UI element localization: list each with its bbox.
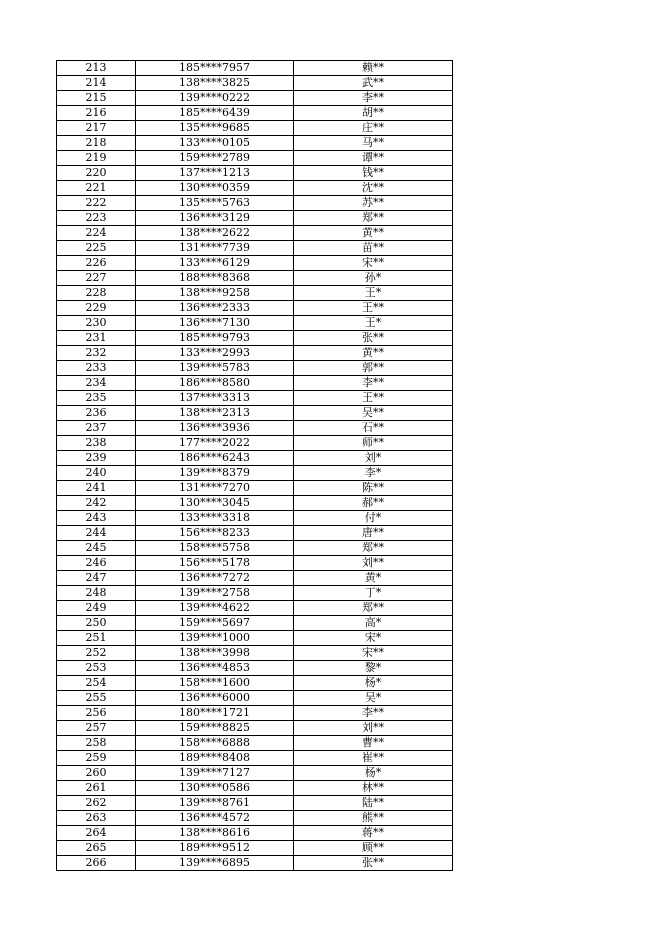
name-cell: 陆** <box>294 796 453 811</box>
row-number-cell: 218 <box>57 136 136 151</box>
table-row <box>57 706 453 721</box>
row-number-cell: 249 <box>57 601 136 616</box>
table-row <box>57 796 453 811</box>
phone-cell: 130****3045 <box>136 496 294 511</box>
table-row <box>57 781 453 796</box>
phone-cell: 139****5783 <box>136 361 294 376</box>
table-row <box>57 211 453 226</box>
name-cell: 谭** <box>294 151 453 166</box>
name-cell: 唐** <box>294 526 453 541</box>
phone-cell: 131****7739 <box>136 241 294 256</box>
table-row <box>57 331 453 346</box>
phone-cell: 138****2313 <box>136 406 294 421</box>
row-number-cell: 258 <box>57 736 136 751</box>
row-number-cell: 238 <box>57 436 136 451</box>
phone-cell: 136****3936 <box>136 421 294 436</box>
name-cell: 师** <box>294 436 453 451</box>
table-row <box>57 61 453 76</box>
row-number-cell: 231 <box>57 331 136 346</box>
phone-cell: 133****3318 <box>136 511 294 526</box>
data-table <box>56 60 453 871</box>
phone-cell: 159****2789 <box>136 151 294 166</box>
table-row <box>57 676 453 691</box>
phone-cell: 131****7270 <box>136 481 294 496</box>
table-row <box>57 616 453 631</box>
name-cell: 吴* <box>294 691 453 706</box>
name-cell: 张** <box>294 331 453 346</box>
name-cell: 刘** <box>294 556 453 571</box>
name-cell: 刘* <box>294 451 453 466</box>
table-row <box>57 406 453 421</box>
table-row <box>57 226 453 241</box>
name-cell: 王* <box>294 316 453 331</box>
row-number-cell: 253 <box>57 661 136 676</box>
row-number-cell: 213 <box>57 61 136 76</box>
table-row <box>57 751 453 766</box>
table-row <box>57 766 453 781</box>
table-row <box>57 826 453 841</box>
name-cell: 熊** <box>294 811 453 826</box>
table-row <box>57 136 453 151</box>
phone-cell: 138****2622 <box>136 226 294 241</box>
table-row <box>57 181 453 196</box>
table-row <box>57 91 453 106</box>
phone-cell: 138****9258 <box>136 286 294 301</box>
row-number-cell: 214 <box>57 76 136 91</box>
name-cell: 吴** <box>294 406 453 421</box>
row-number-cell: 244 <box>57 526 136 541</box>
phone-cell: 135****9685 <box>136 121 294 136</box>
phone-cell: 136****4853 <box>136 661 294 676</box>
phone-cell: 139****8761 <box>136 796 294 811</box>
table-row <box>57 661 453 676</box>
table-row <box>57 541 453 556</box>
phone-cell: 156****5178 <box>136 556 294 571</box>
phone-cell: 139****2758 <box>136 586 294 601</box>
phone-cell: 158****6888 <box>136 736 294 751</box>
row-number-cell: 221 <box>57 181 136 196</box>
phone-cell: 159****8825 <box>136 721 294 736</box>
table-row <box>57 556 453 571</box>
name-cell: 杨* <box>294 766 453 781</box>
table-row <box>57 301 453 316</box>
phone-cell: 139****1000 <box>136 631 294 646</box>
table-row <box>57 496 453 511</box>
row-number-cell: 232 <box>57 346 136 361</box>
name-cell: 宋** <box>294 646 453 661</box>
phone-cell: 188****8368 <box>136 271 294 286</box>
table-row <box>57 841 453 856</box>
name-cell: 丁* <box>294 586 453 601</box>
phone-cell: 130****0586 <box>136 781 294 796</box>
phone-cell: 133****6129 <box>136 256 294 271</box>
name-cell: 林** <box>294 781 453 796</box>
row-number-cell: 243 <box>57 511 136 526</box>
table-row <box>57 571 453 586</box>
phone-cell: 135****5763 <box>136 196 294 211</box>
name-cell: 钱** <box>294 166 453 181</box>
name-cell: 王* <box>294 286 453 301</box>
row-number-cell: 223 <box>57 211 136 226</box>
table-row <box>57 271 453 286</box>
row-number-cell: 259 <box>57 751 136 766</box>
phone-cell: 136****7130 <box>136 316 294 331</box>
table-row <box>57 361 453 376</box>
table-row <box>57 601 453 616</box>
row-number-cell: 237 <box>57 421 136 436</box>
row-number-cell: 230 <box>57 316 136 331</box>
row-number-cell: 217 <box>57 121 136 136</box>
table-body <box>57 61 453 871</box>
row-number-cell: 256 <box>57 706 136 721</box>
name-cell: 马** <box>294 136 453 151</box>
table-row <box>57 376 453 391</box>
row-number-cell: 254 <box>57 676 136 691</box>
row-number-cell: 228 <box>57 286 136 301</box>
table-row <box>57 346 453 361</box>
phone-cell: 180****1721 <box>136 706 294 721</box>
phone-cell: 159****5697 <box>136 616 294 631</box>
row-number-cell: 248 <box>57 586 136 601</box>
name-cell: 黄* <box>294 571 453 586</box>
name-cell: 郑** <box>294 211 453 226</box>
name-cell: 李* <box>294 466 453 481</box>
phone-cell: 133****2993 <box>136 346 294 361</box>
name-cell: 宋** <box>294 256 453 271</box>
row-number-cell: 234 <box>57 376 136 391</box>
name-cell: 孙* <box>294 271 453 286</box>
phone-cell: 136****7272 <box>136 571 294 586</box>
phone-cell: 136****4572 <box>136 811 294 826</box>
table-row <box>57 316 453 331</box>
row-number-cell: 224 <box>57 226 136 241</box>
table-row <box>57 466 453 481</box>
table-row <box>57 76 453 91</box>
name-cell: 蒋** <box>294 826 453 841</box>
table-row <box>57 646 453 661</box>
name-cell: 高* <box>294 616 453 631</box>
row-number-cell: 227 <box>57 271 136 286</box>
table-row <box>57 451 453 466</box>
name-cell: 郝** <box>294 496 453 511</box>
row-number-cell: 264 <box>57 826 136 841</box>
phone-cell: 136****2333 <box>136 301 294 316</box>
name-cell: 胡** <box>294 106 453 121</box>
phone-cell: 186****8580 <box>136 376 294 391</box>
table-row <box>57 151 453 166</box>
row-number-cell: 247 <box>57 571 136 586</box>
name-cell: 郑** <box>294 601 453 616</box>
name-cell: 武** <box>294 76 453 91</box>
phone-cell: 158****1600 <box>136 676 294 691</box>
name-cell: 赖** <box>294 61 453 76</box>
name-cell: 张** <box>294 856 453 871</box>
phone-cell: 189****9512 <box>136 841 294 856</box>
table-row <box>57 631 453 646</box>
name-cell: 李** <box>294 91 453 106</box>
table-row <box>57 256 453 271</box>
row-number-cell: 225 <box>57 241 136 256</box>
table-row <box>57 526 453 541</box>
phone-cell: 130****0359 <box>136 181 294 196</box>
row-number-cell: 241 <box>57 481 136 496</box>
table-row <box>57 481 453 496</box>
name-cell: 曹** <box>294 736 453 751</box>
phone-cell: 138****3825 <box>136 76 294 91</box>
phone-cell: 189****8408 <box>136 751 294 766</box>
row-number-cell: 220 <box>57 166 136 181</box>
name-cell: 石** <box>294 421 453 436</box>
name-cell: 崔** <box>294 751 453 766</box>
row-number-cell: 246 <box>57 556 136 571</box>
phone-cell: 139****0222 <box>136 91 294 106</box>
name-cell: 黎* <box>294 661 453 676</box>
name-cell: 李** <box>294 706 453 721</box>
row-number-cell: 262 <box>57 796 136 811</box>
row-number-cell: 236 <box>57 406 136 421</box>
name-cell: 苏** <box>294 196 453 211</box>
row-number-cell: 229 <box>57 301 136 316</box>
row-number-cell: 235 <box>57 391 136 406</box>
row-number-cell: 233 <box>57 361 136 376</box>
table-row <box>57 736 453 751</box>
table-row <box>57 721 453 736</box>
phone-cell: 138****3998 <box>136 646 294 661</box>
phone-cell: 139****6895 <box>136 856 294 871</box>
name-cell: 王** <box>294 301 453 316</box>
name-cell: 付* <box>294 511 453 526</box>
phone-cell: 177****2022 <box>136 436 294 451</box>
name-cell: 宋* <box>294 631 453 646</box>
table-row <box>57 166 453 181</box>
table-row <box>57 691 453 706</box>
phone-cell: 133****0105 <box>136 136 294 151</box>
row-number-cell: 240 <box>57 466 136 481</box>
name-cell: 杨* <box>294 676 453 691</box>
row-number-cell: 255 <box>57 691 136 706</box>
phone-cell: 137****3313 <box>136 391 294 406</box>
row-number-cell: 263 <box>57 811 136 826</box>
name-cell: 郑** <box>294 541 453 556</box>
table-row <box>57 436 453 451</box>
table-row <box>57 511 453 526</box>
row-number-cell: 216 <box>57 106 136 121</box>
row-number-cell: 239 <box>57 451 136 466</box>
name-cell: 陈** <box>294 481 453 496</box>
phone-cell: 156****8233 <box>136 526 294 541</box>
row-number-cell: 245 <box>57 541 136 556</box>
row-number-cell: 260 <box>57 766 136 781</box>
name-cell: 苗** <box>294 241 453 256</box>
row-number-cell: 257 <box>57 721 136 736</box>
row-number-cell: 219 <box>57 151 136 166</box>
phone-cell: 136****6000 <box>136 691 294 706</box>
name-cell: 黄** <box>294 226 453 241</box>
row-number-cell: 222 <box>57 196 136 211</box>
phone-cell: 139****4622 <box>136 601 294 616</box>
row-number-cell: 251 <box>57 631 136 646</box>
row-number-cell: 250 <box>57 616 136 631</box>
name-cell: 刘** <box>294 721 453 736</box>
phone-cell: 136****3129 <box>136 211 294 226</box>
table-row <box>57 121 453 136</box>
name-cell: 李** <box>294 376 453 391</box>
name-cell: 沈** <box>294 181 453 196</box>
name-cell: 黄** <box>294 346 453 361</box>
phone-cell: 139****8379 <box>136 466 294 481</box>
table-row <box>57 586 453 601</box>
table-row <box>57 421 453 436</box>
row-number-cell: 252 <box>57 646 136 661</box>
row-number-cell: 242 <box>57 496 136 511</box>
phone-cell: 137****1213 <box>136 166 294 181</box>
row-number-cell: 265 <box>57 841 136 856</box>
table-row <box>57 196 453 211</box>
table-row <box>57 241 453 256</box>
table-row <box>57 286 453 301</box>
phone-cell: 185****7957 <box>136 61 294 76</box>
phone-cell: 185****6439 <box>136 106 294 121</box>
table-row <box>57 811 453 826</box>
row-number-cell: 215 <box>57 91 136 106</box>
row-number-cell: 226 <box>57 256 136 271</box>
phone-cell: 185****9793 <box>136 331 294 346</box>
table-row <box>57 106 453 121</box>
name-cell: 王** <box>294 391 453 406</box>
phone-cell: 186****6243 <box>136 451 294 466</box>
row-number-cell: 266 <box>57 856 136 871</box>
phone-cell: 138****8616 <box>136 826 294 841</box>
table-row <box>57 856 453 871</box>
name-cell: 庄** <box>294 121 453 136</box>
table-row <box>57 391 453 406</box>
name-cell: 郭** <box>294 361 453 376</box>
phone-cell: 139****7127 <box>136 766 294 781</box>
row-number-cell: 261 <box>57 781 136 796</box>
phone-cell: 158****5758 <box>136 541 294 556</box>
name-cell: 顾** <box>294 841 453 856</box>
